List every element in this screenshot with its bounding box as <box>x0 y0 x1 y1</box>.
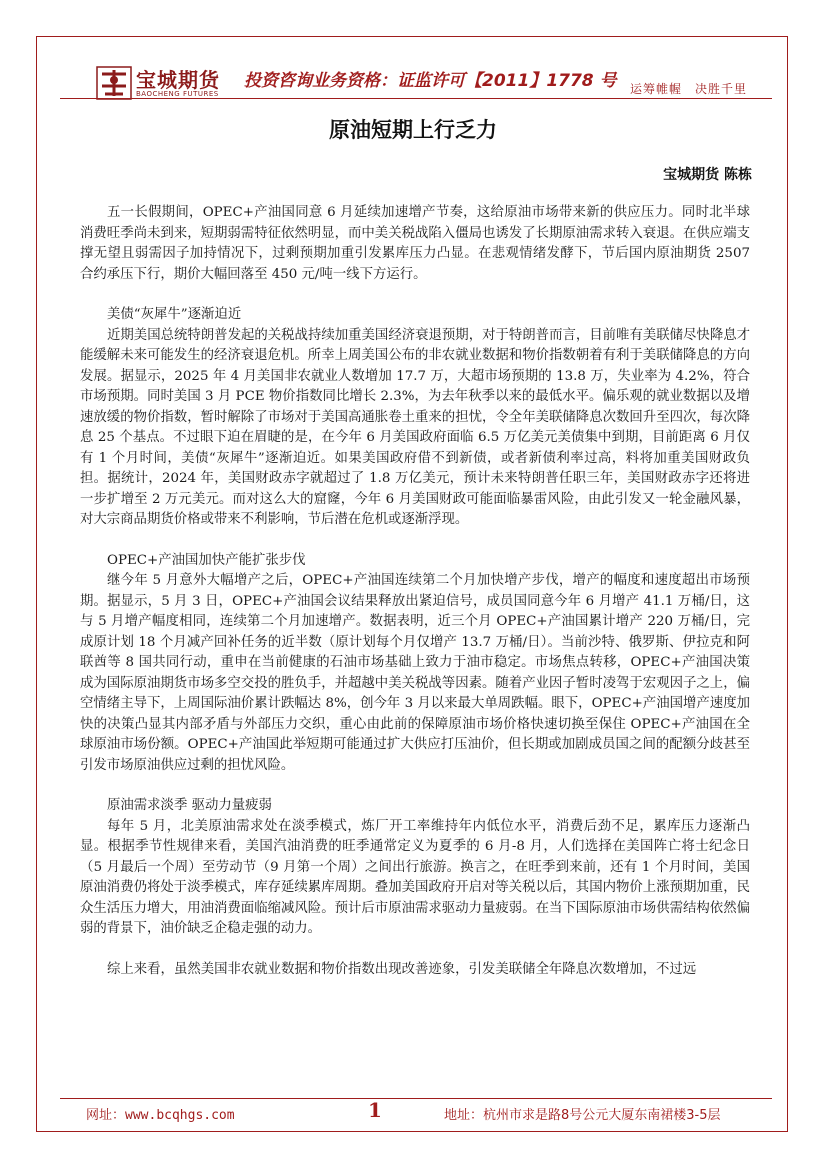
article-author: 宝城期货 陈栋 <box>663 167 752 183</box>
license-text: 投资咨询业务资格：证监许可【2011】1778 号 <box>244 71 617 91</box>
section-paragraph: 近期美国总统特朗普发起的关税战持续加重美国经济衰退预期，对于特朗普而言，目前唯有美联储尽快降息才能缓解未来可能发生的经济衰退危机。所幸上周美国公布的非农就业数据和物价指数朝着有利于美联储降息的方向发展。据显示，2025 年 4 月美国非农就业人数增加 17.7 万，大超市场预期的 13.8 万，失业率为 4.2%，符合市场预期。同时美国 3 月 PCE 物价指数同比增长 2.3%，为去年秋季以来的最低水平。偏乐观的就业数据以及增速放缓的物价指数，暂时解除了市场对于美国高通胀卷土重来的担忧，令全年美联储降息次数回升至四次，每次降息 25 个基点。不过眼下迫在眉睫的是，在今年 6 月美国政府面临 6.5 万亿美元美债集中到期，目前距离 6 月仅有 1 个月时间，美债“灰犀牛”逐渐迫近。如果美国政府借不到新债，或者新债利率过高，料将加重美国财政负担。据统计，2024 年，美国财政赤字就超过了 1.8 万亿美元，预计未来特朗普任职三年，美国财政赤字还将进一步扩增至 2 万元美元。而对这么大的窟窿，今年 6 月美国财政可能面临暴雷风险，由此引发又一轮金融风暴，对大宗商品期货价格或带来不利影响，节后潜在危机或逐渐浮现。 <box>80 327 750 527</box>
section-paragraph: 每年 5 月，北美原油需求处在淡季模式，炼厂开工率维持年内低位水平，消费后劲不足，累库压力逐渐凸显。根据季节性规律来看，美国汽油消费的旺季通常定义为夏季的 6 月-8 月，人们选择在美国阵亡将士纪念日（5 月最后一个周）至劳动节（9 月第一个周）之间出行旅游。换言之，在旺季到来前，还有 1 个月时间，美国原油消费仍将处于淡季模式，库存延续累库周期。叠加美国政府开启对等关税以后，其国内物价上涨预期加重，民众生活压力增大，用油消费面临缩减风险。预计后市原油需求驱动力量疲弱。在当下国际原油市场供需结构依然偏弱的背景下，油价缺乏企稳走强的动力。 <box>80 818 750 936</box>
conclusion-paragraph: 综上来看，虽然美国非农就业数据和物价指数出现改善迹象，引发美联储全年降息次数增加，不过远 <box>107 961 697 977</box>
footer-divider <box>60 1098 772 1099</box>
footer-website-label: 网址： <box>86 1108 126 1123</box>
header-divider <box>60 98 772 99</box>
section-heading: 美债“灰犀牛”逐渐迫近 <box>107 307 242 322</box>
logo-text-cn: 宝城期货 <box>136 68 220 92</box>
company-logo <box>96 64 236 106</box>
section-paragraph: 继今年 5 月意外大幅增产之后，OPEC+产油国连续第二个月加快增产步伐，增产的幅度和速度超出市场预期。据显示，5 月 3 日，OPEC+产油国会议结果释放出紧迫信号，成员国同意今年 6 月增产 41.1 万桶/日，这与 5 月增产幅度相同，连续第二个月加速增产。数据表明，近三个月 OPEC+产油国累计增产 220 万桶/日，完成原计划 18 个月减产回补任务的近半数（原计划每个月仅增产 13.7 万桶/日）。当前沙特、俄罗斯、伊拉克和阿联酋等 8 国共同行动，重申在当前健康的石油市场基础上致力于油市稳定。市场焦点转移，OPEC+产油国决策成为国际原油期货市场多空交投的胜负手，并超越中美关税战等因素。随着产业因子暂时凌驾于宏观因子之上，偏空情绪主导下，上周国际油价累计跌幅达 8%，创今年 3 月以来最大单周跌幅。眼下，OPEC+产油国增产速度加快的决策凸显其内部矛盾与外部压力交织，重心由此前的保障原油市场价格快速切换至保住 OPEC+产油国在全球原油市场份额。OPEC+产油国此举短期可能通过扩大供应打压油价，但长期或加剧成员国之间的配额分歧甚至引发市场原油供应过剩的担忧风险。 <box>80 573 750 773</box>
page-number: 1 <box>368 1098 382 1122</box>
footer-website <box>86 1104 235 1123</box>
intro-paragraph: 五一长假期间，OPEC+产油国同意 6 月延续加速增产节奏，这给原油市场带来新的供应压力。同时北半球消费旺季尚未到来，短期弱需特征依然明显，而中美关税战陷入僵局也诱发了长期原油需求转入衰退。在供应端支撑无望且弱需因子加持情况下，过剩预期加重引发累库压力凸显。在悲观情绪发酵下，节后国内原油期货 2507 合约承压下行，期价大幅回落至 450 元/吨一线下方运行。 <box>80 205 750 282</box>
article-body <box>80 203 750 980</box>
article-title: 原油短期上行乏力 <box>329 118 497 142</box>
logo-text-en: BAOCHENG FUTURES <box>136 90 219 98</box>
footer-website-url[interactable]: www.bcqhgs.com <box>125 1108 235 1123</box>
footer-address: 地址：杭州市求是路8号公元大厦东南裙楼3-5层 <box>444 1108 721 1123</box>
section-heading: OPEC+产油国加快产能扩张步伐 <box>107 552 306 568</box>
logo-mark-icon <box>96 66 132 100</box>
slogan-text: 运筹帷幄 决胜千里 <box>630 82 748 96</box>
section-heading: 原油需求淡季 驱动力量疲弱 <box>107 798 272 813</box>
